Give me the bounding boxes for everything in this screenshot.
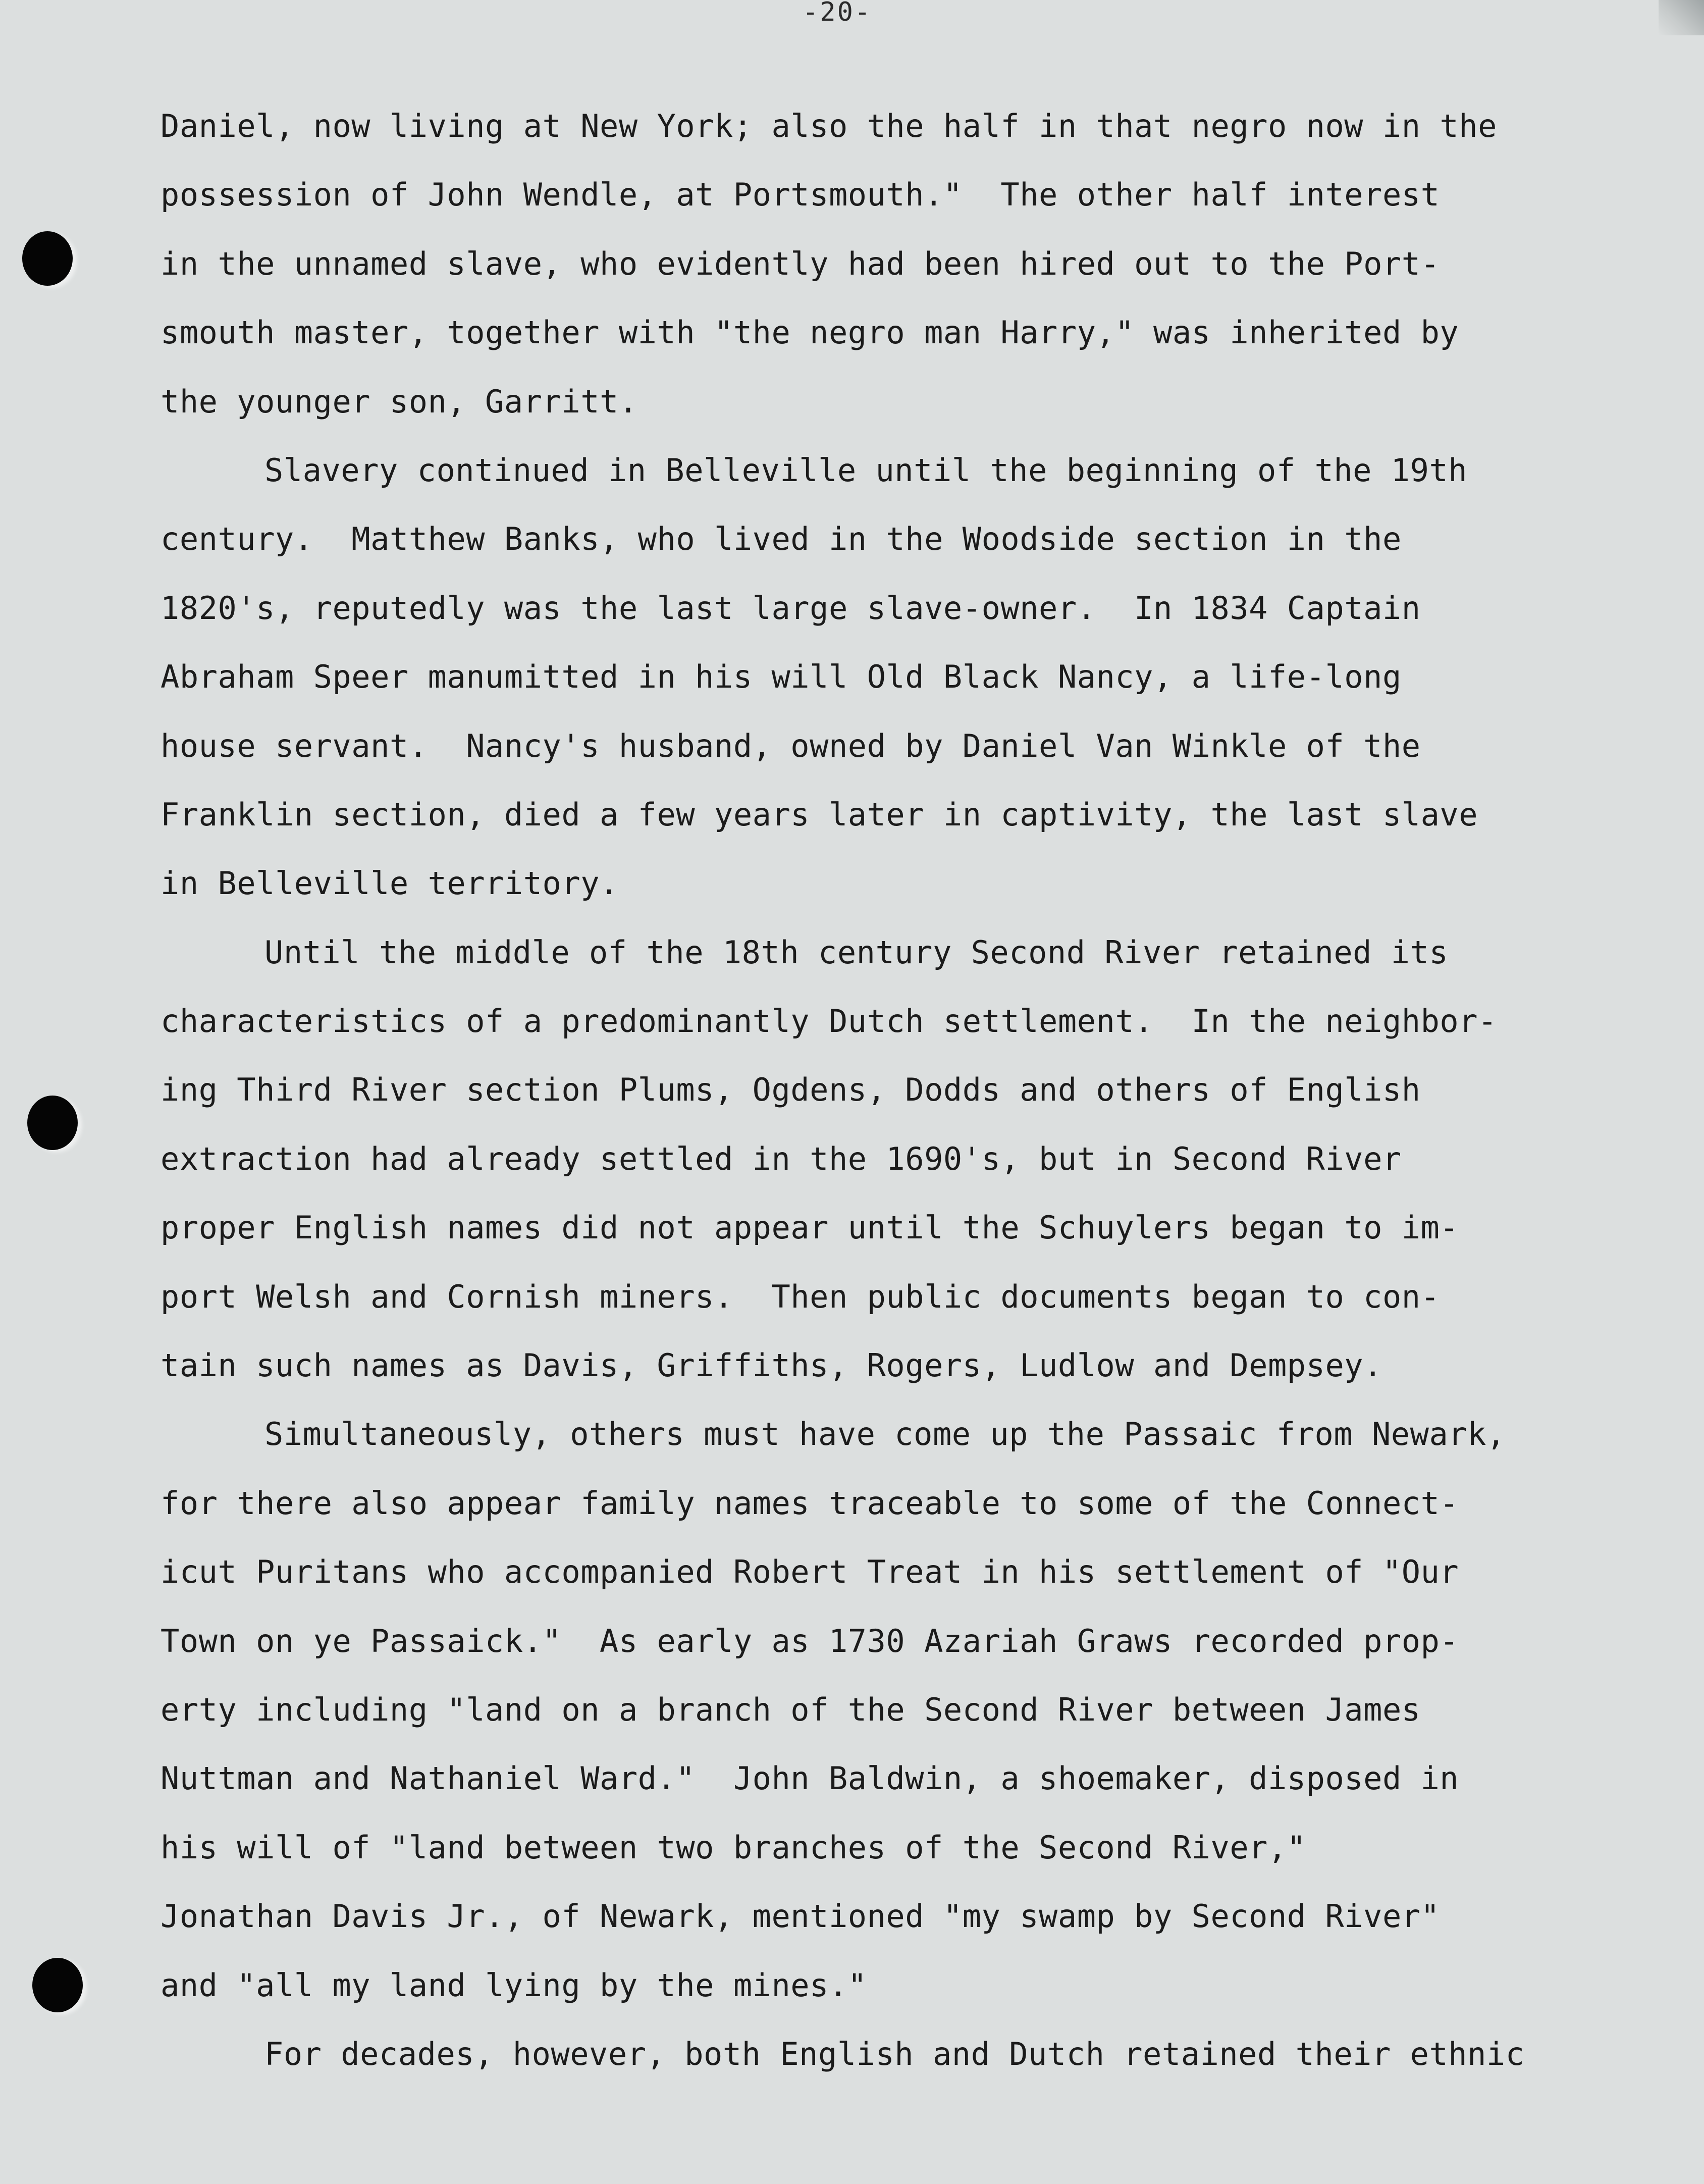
punch-hole bbox=[32, 1958, 83, 2012]
text-line: Abraham Speer manumitted in his will Old Black Nancy, a life-long bbox=[161, 658, 1402, 696]
page-corner-fold bbox=[1659, 0, 1704, 35]
text-line: ing Third River section Plums, Ogdens, Dodds and others of English bbox=[161, 1071, 1421, 1109]
text-line: his will of "land between two branches of the Second River," bbox=[161, 1829, 1306, 1866]
text-line: characteristics of a predominantly Dutch settlement. In the neighbor- bbox=[161, 1003, 1497, 1040]
text-line: in Belleville territory. bbox=[161, 865, 619, 902]
text-line: extraction had already settled in the 1690's, but in Second River bbox=[161, 1140, 1402, 1177]
page-number: -20- bbox=[803, 0, 872, 27]
text-line: For decades, however, both English and Dutch retained their ethnic bbox=[264, 2035, 1525, 2072]
text-line: Slavery continued in Belleville until the beginning of the 19th bbox=[264, 451, 1468, 489]
typed-text-body bbox=[161, 92, 1649, 2089]
text-line: Until the middle of the 18th century Second River retained its bbox=[264, 933, 1449, 971]
text-line: century. Matthew Banks, who lived in the Woodside section in the bbox=[161, 521, 1402, 558]
text-line: erty including "land on a branch of the Second River between James bbox=[161, 1691, 1421, 1728]
text-line: in the unnamed slave, who evidently had been hired out to the Port- bbox=[161, 245, 1440, 282]
text-line: icut Puritans who accompanied Robert Treat in his settlement of "Our bbox=[161, 1553, 1459, 1591]
text-line: proper English names did not appear until the Schuylers began to im- bbox=[161, 1209, 1459, 1246]
punch-hole bbox=[27, 1096, 78, 1150]
text-line: 1820's, reputedly was the last large slave-owner. In 1834 Captain bbox=[161, 589, 1421, 627]
text-line: smouth master, together with "the negro man Harry," was inherited by bbox=[161, 314, 1459, 351]
text-line: Franklin section, died a few years later in captivity, the last slave bbox=[161, 796, 1478, 833]
text-line: for there also appear family names traceable to some of the Connect- bbox=[161, 1484, 1459, 1522]
text-line: Simultaneously, others must have come up the Passaic from Newark, bbox=[264, 1416, 1506, 1453]
text-line: port Welsh and Cornish miners. Then public documents began to con- bbox=[161, 1278, 1440, 1315]
text-line: house servant. Nancy's husband, owned by Daniel Van Winkle of the bbox=[161, 727, 1421, 764]
text-line: possession of John Wendle, at Portsmouth." The other half interest bbox=[161, 176, 1440, 214]
text-line: Nuttman and Nathaniel Ward." John Baldwin, a shoemaker, disposed in bbox=[161, 1760, 1459, 1797]
text-line: Daniel, now living at New York; also the half in that negro now in the bbox=[161, 108, 1497, 144]
punch-hole bbox=[22, 231, 73, 286]
text-line: the younger son, Garritt. bbox=[161, 383, 638, 420]
text-line: and "all my land lying by the mines." bbox=[161, 1966, 867, 2004]
text-line: Jonathan Davis Jr., of Newark, mentioned "my swamp by Second River" bbox=[161, 1898, 1440, 1935]
text-line: Town on ye Passaick." As early as 1730 Azariah Graws recorded prop- bbox=[161, 1622, 1459, 1659]
text-line: tain such names as Davis, Griffiths, Rogers, Ludlow and Dempsey. bbox=[161, 1347, 1382, 1384]
